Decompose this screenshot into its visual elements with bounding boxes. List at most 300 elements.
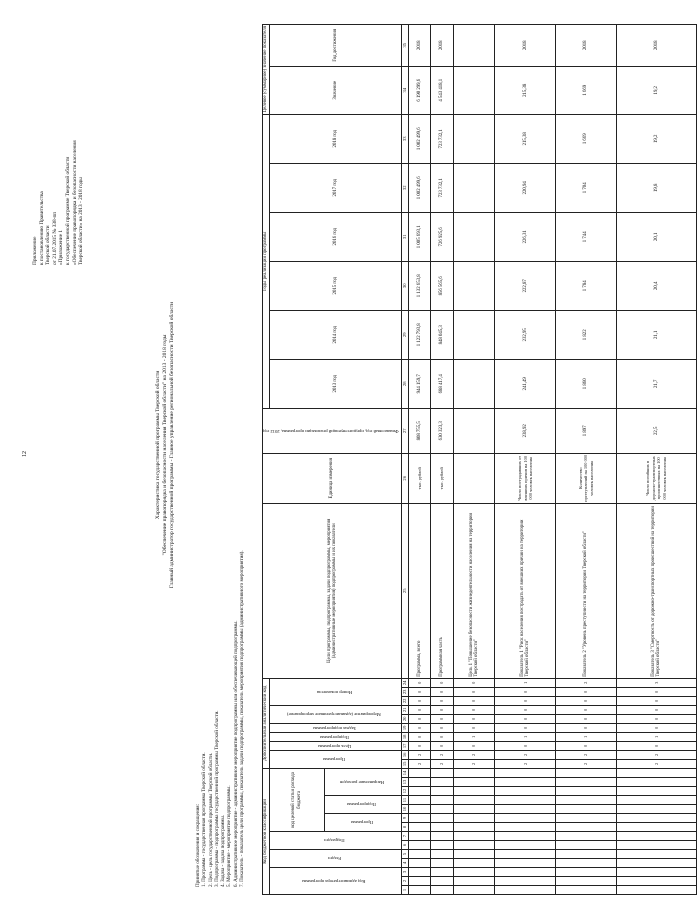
column-number: 7: [402, 832, 409, 841]
row-base-value: [453, 408, 495, 453]
code-cell: [616, 805, 696, 814]
row-year-value: 232,95: [495, 310, 556, 359]
row-base-value: 630 323,3: [431, 408, 454, 453]
column-number: 33: [402, 114, 409, 163]
code-cell: [431, 823, 454, 832]
header-years: Годы реализации программы: [263, 114, 270, 408]
code-cell: 0: [408, 678, 431, 687]
code-cell: 0: [495, 723, 556, 732]
code-cell: [408, 768, 431, 777]
code-cell: 2: [556, 678, 617, 687]
code-cell: 0: [431, 678, 454, 687]
code-cell: [495, 841, 556, 850]
code-cell: [453, 859, 495, 868]
header-ks-program: Программа: [324, 814, 401, 832]
header-year-2014: 2014 год: [269, 310, 402, 359]
table-row: [616, 24, 696, 894]
header-year-2017: 2017 год: [269, 163, 402, 212]
row-base-value: 808 755,5: [408, 408, 431, 453]
code-cell: [495, 868, 556, 877]
code-cell: [431, 768, 454, 777]
code-cell: [495, 778, 556, 787]
row-year-value: 21,7: [616, 359, 696, 408]
code-cell: 0: [556, 687, 617, 696]
row-final-value: 19,2: [616, 66, 696, 114]
header-year-2018: 2018 год: [269, 114, 402, 163]
header-measure: Мероприятие (административное мероприятие): [269, 705, 402, 723]
row-name: Показатель 2 "Уровень преступности на территории Тверской области": [556, 503, 617, 678]
code-cell: 0: [431, 741, 454, 750]
header-program: Программа: [269, 750, 402, 768]
code-cell: [556, 796, 617, 805]
column-number: 6: [402, 841, 409, 850]
row-year-value: [453, 310, 495, 359]
header-unit: Единица измерения: [263, 453, 402, 503]
column-number: 34: [402, 66, 409, 114]
header-task: Задача подпрограммы: [269, 723, 402, 732]
column-number: 18: [402, 732, 409, 741]
column-number: 17: [402, 741, 409, 750]
code-cell: 0: [431, 687, 454, 696]
code-cell: 0: [408, 696, 431, 705]
appendix-line: от 21.07.2015 № 338-пп: [51, 211, 58, 265]
row-year-value: 726 925,6: [431, 212, 454, 261]
header-dop-code: Дополнительный аналитический код: [263, 678, 270, 768]
code-cell: [495, 832, 556, 841]
row-year-value: 1 704: [556, 163, 617, 212]
code-cell: [556, 805, 617, 814]
column-number: 5: [402, 850, 409, 859]
header-value: Значение: [269, 66, 402, 114]
column-number: 35: [402, 24, 409, 66]
code-cell: [408, 886, 431, 895]
row-year-value: 1 122 793,8: [408, 310, 431, 359]
code-cell: 3: [616, 678, 696, 687]
column-number: 16: [402, 750, 409, 759]
code-cell: [616, 796, 696, 805]
header-admin: Код администратора программы: [269, 868, 402, 895]
code-cell: [556, 832, 617, 841]
code-cell: [408, 814, 431, 823]
code-cell: [616, 787, 696, 796]
code-cell: [556, 823, 617, 832]
row-unit: Число пострадавших от внешних причин на 100 000 человек населения: [495, 453, 556, 503]
column-number: 8: [402, 823, 409, 832]
header-goal: Цель программы: [269, 741, 402, 750]
code-cell: [453, 768, 495, 777]
code-cell: 1: [453, 732, 495, 741]
row-year-value: 19,2: [616, 114, 696, 163]
row-year-value: 1 005 693,1: [408, 212, 431, 261]
heading-line-1: Характеристика государственной программы Тверской области: [155, 370, 161, 520]
row-unit: Количество преступлений на 100 000 человек населения: [556, 453, 617, 503]
code-cell: 2: [556, 759, 617, 768]
code-cell: [408, 823, 431, 832]
header-year-2013: 2013 год: [269, 359, 402, 408]
code-cell: [495, 886, 556, 895]
code-cell: [453, 814, 495, 823]
row-year-value: 19,8: [616, 163, 696, 212]
code-cell: 0: [556, 705, 617, 714]
code-cell: 0: [556, 741, 617, 750]
row-year-value: 1 744: [556, 212, 617, 261]
header-year-2016: 2016 год: [269, 212, 402, 261]
code-cell: [495, 796, 556, 805]
code-cell: [616, 850, 696, 859]
code-cell: 0: [408, 714, 431, 723]
code-cell: [616, 877, 696, 886]
code-cell: 0: [616, 714, 696, 723]
code-cell: 0: [495, 696, 556, 705]
row-final-year: [453, 24, 495, 66]
code-cell: 0: [408, 732, 431, 741]
row-year-value: 1 822: [556, 310, 617, 359]
code-cell: [495, 805, 556, 814]
code-cell: [495, 859, 556, 868]
row-name: Программа, всего: [408, 503, 431, 678]
row-year-value: 220,94: [495, 163, 556, 212]
row-year-value: 226,31: [495, 212, 556, 261]
row-year-value: 20,4: [616, 261, 696, 310]
code-cell: 0: [616, 741, 696, 750]
code-cell: [495, 823, 556, 832]
legend-item: 6. Административное мероприятие - административное мероприятие подпрограммы или обеспечивающей подпрограммы.: [232, 620, 239, 887]
code-cell: 2: [408, 750, 431, 759]
code-cell: [431, 850, 454, 859]
code-cell: [616, 823, 696, 832]
code-cell: 0: [453, 678, 495, 687]
code-cell: [495, 768, 556, 777]
row-year-value: [453, 359, 495, 408]
header-target-code: код целевой статьи расхода бюджета: [269, 768, 324, 831]
code-cell: 0: [453, 714, 495, 723]
row-final-year: 2018: [556, 24, 617, 66]
row-unit: [453, 453, 495, 503]
legend-item: 2. Цель - цель государственной программы Тверской области.: [207, 752, 214, 887]
code-cell: [408, 850, 431, 859]
row-year-value: 723 732,1: [431, 163, 454, 212]
code-cell: [431, 868, 454, 877]
table-row: [453, 24, 495, 894]
column-number: 4: [402, 859, 409, 868]
code-cell: [495, 877, 556, 886]
legend-block: [195, 267, 245, 887]
column-number: 19: [402, 723, 409, 732]
code-cell: 0: [431, 696, 454, 705]
code-cell: 1: [495, 678, 556, 687]
code-cell: [556, 768, 617, 777]
row-year-value: 1 002 499,6: [408, 114, 431, 163]
code-cell: 0: [453, 696, 495, 705]
code-cell: 2: [616, 759, 696, 768]
header-ks-direction: Направление расходов: [324, 768, 401, 795]
code-cell: [408, 796, 431, 805]
legend-item: 4. Задача - задача подпрограммы.: [220, 814, 227, 887]
column-number: 15: [402, 759, 409, 768]
code-cell: [556, 877, 617, 886]
code-cell: 2: [453, 750, 495, 759]
code-cell: 2: [556, 750, 617, 759]
column-number: 30: [402, 261, 409, 310]
row-base-value: 22,5: [616, 408, 696, 453]
header-year-reached: Год достижения: [269, 24, 402, 66]
column-number: 2: [402, 877, 409, 886]
code-cell: 0: [495, 687, 556, 696]
column-number: 22: [402, 696, 409, 705]
code-cell: [431, 805, 454, 814]
code-cell: [453, 787, 495, 796]
row-base-value: 238,92: [495, 408, 556, 453]
code-cell: 2: [408, 759, 431, 768]
code-cell: [408, 859, 431, 868]
column-number: 1: [402, 886, 409, 895]
column-number: 21: [402, 705, 409, 714]
code-cell: 0: [408, 687, 431, 696]
header-ks-subprogram: Подпрограмма: [324, 796, 401, 814]
row-year-value: [453, 212, 495, 261]
code-cell: [556, 868, 617, 877]
column-number: 27: [402, 408, 409, 453]
code-cell: 2: [495, 750, 556, 759]
page-number: 12: [22, 451, 28, 457]
heading-line-2: "Обеспечение правопорядка и безопасности населения Тверской области" на 2013 - 2018 годы: [161, 334, 168, 556]
row-unit: тыс. рублей: [431, 453, 454, 503]
code-cell: [408, 868, 431, 877]
code-cell: 2: [453, 759, 495, 768]
row-year-value: 21,1: [616, 310, 696, 359]
header-base-year: Финансовый год, предшествующий реализации программы, 2012 год: [263, 408, 402, 453]
code-cell: [431, 796, 454, 805]
code-cell: [556, 787, 617, 796]
code-cell: [431, 886, 454, 895]
column-number: 23: [402, 687, 409, 696]
code-cell: [495, 850, 556, 859]
column-number: 20: [402, 714, 409, 723]
code-cell: 0: [453, 741, 495, 750]
row-year-value: 222,87: [495, 261, 556, 310]
code-cell: 0: [616, 687, 696, 696]
code-cell: [556, 778, 617, 787]
row-year-value: 241,49: [495, 359, 556, 408]
legend-item: 1. Программа - государственная программа Тверской области.: [201, 752, 208, 887]
appendix-line: «Обеспечение правопорядка и безопасности населения: [71, 140, 78, 265]
code-cell: [453, 877, 495, 886]
code-cell: [431, 859, 454, 868]
code-cell: [556, 850, 617, 859]
row-final-value: 4 543 418,1: [431, 66, 454, 114]
code-cell: [616, 886, 696, 895]
row-final-year: 2018: [431, 24, 454, 66]
code-cell: [453, 868, 495, 877]
legend-item: 7. Показатель - показатель цели программы, показатель задачи подпрограммы, показатель мероприятия подпрограммы (административного мероприятия).: [239, 550, 246, 887]
column-number: 32: [402, 163, 409, 212]
code-cell: [616, 832, 696, 841]
appendix-line: Приложение: [32, 236, 38, 265]
code-cell: 1: [616, 732, 696, 741]
code-cell: [616, 841, 696, 850]
row-year-value: 688 417,4: [431, 359, 454, 408]
row-year-value: [453, 163, 495, 212]
row-year-value: [453, 114, 495, 163]
row-unit: Число погибших в дорожно-транспортных происшествиях на 100 000 человек населения: [616, 453, 696, 503]
header-name: Цели программы, подпрограммы, задачи подпрограммы, мероприятия (административные мероприятия) подпрограммы и их показатели: [263, 503, 402, 678]
code-cell: [453, 823, 495, 832]
column-number-row: [402, 24, 409, 894]
table-row: [408, 24, 431, 894]
code-cell: 0: [453, 705, 495, 714]
code-cell: [616, 778, 696, 787]
column-number: 3: [402, 868, 409, 877]
code-cell: 0: [556, 714, 617, 723]
code-cell: 1: [556, 732, 617, 741]
row-year-value: 1 132 653,8: [408, 261, 431, 310]
code-cell: [431, 877, 454, 886]
code-cell: 2: [431, 759, 454, 768]
column-number: 13: [402, 778, 409, 787]
code-cell: 2: [616, 750, 696, 759]
document-heading: [155, 185, 175, 705]
code-cell: 0: [453, 723, 495, 732]
table-body: [408, 24, 696, 894]
table-row: [556, 24, 617, 894]
code-cell: [408, 805, 431, 814]
code-cell: 0: [453, 687, 495, 696]
row-final-value: 6 190 299,6: [408, 66, 431, 114]
code-cell: [453, 832, 495, 841]
code-cell: 0: [431, 723, 454, 732]
row-name: Показатель 1 "Риск населения пострадать от внешних причин на территории Тверской области": [495, 503, 556, 678]
column-number: 31: [402, 212, 409, 261]
row-year-value: 856 565,6: [431, 261, 454, 310]
row-name: Программная часть: [431, 503, 454, 678]
row-final-year: 2018: [495, 24, 556, 66]
code-cell: 2: [495, 759, 556, 768]
code-cell: 1: [495, 732, 556, 741]
code-cell: 0: [616, 705, 696, 714]
column-number: 25: [402, 503, 409, 678]
header-year-2015: 2015 год: [269, 261, 402, 310]
code-cell: 0: [431, 705, 454, 714]
header-indicator-number: Номер показателя: [269, 678, 402, 705]
column-number: 24: [402, 678, 409, 687]
row-base-value: 1 897: [556, 408, 617, 453]
appendix-line: «Приложение 1: [58, 229, 65, 265]
legend-title: Принятые обозначения и сокращения:: [195, 803, 201, 887]
header-razdel: Раздел: [269, 850, 402, 868]
code-cell: [616, 868, 696, 877]
table-row: [495, 24, 556, 894]
code-cell: [431, 832, 454, 841]
header-podrazdel: Подраздел: [269, 832, 402, 850]
program-table: [262, 24, 697, 895]
code-cell: [431, 778, 454, 787]
header-kbk: Код бюджетной классификации: [263, 768, 270, 894]
header-subprogram-2: Подпрограмма: [269, 732, 402, 741]
column-number: 12: [402, 787, 409, 796]
code-cell: [431, 787, 454, 796]
row-year-value: 848 045,3: [431, 310, 454, 359]
row-year-value: 944 159,7: [408, 359, 431, 408]
row-year-value: 1 784: [556, 261, 617, 310]
code-cell: [616, 768, 696, 777]
row-final-year: 2018: [408, 24, 431, 66]
code-cell: [408, 877, 431, 886]
appendix-line: Тверской области: [45, 225, 52, 265]
column-number: 26: [402, 453, 409, 503]
code-cell: 0: [408, 705, 431, 714]
code-cell: [616, 859, 696, 868]
code-cell: [453, 796, 495, 805]
code-cell: 0: [616, 696, 696, 705]
column-number: 14: [402, 768, 409, 777]
row-unit: тыс. рублей: [408, 453, 431, 503]
code-cell: [408, 787, 431, 796]
row-final-year: 2018: [616, 24, 696, 66]
header-final: Целевое (суммарное) значение показателя: [263, 26, 268, 113]
code-cell: [408, 832, 431, 841]
code-cell: 0: [495, 705, 556, 714]
row-year-value: 1 002 499,6: [408, 163, 431, 212]
appendix-line: к постановлению Правительства: [38, 191, 45, 265]
row-year-value: 1 669: [556, 114, 617, 163]
row-name: Показатель 3 "Смертность от дорожно-транспортных происшествий на территории Тверской области": [616, 503, 696, 678]
code-cell: [408, 778, 431, 787]
code-cell: 0: [408, 723, 431, 732]
appendix-block: [32, 25, 85, 265]
row-final-value: [453, 66, 495, 114]
row-name: Цель 1 "Повышение безопасности жизнедеятельности населения на территории Тверской области": [453, 503, 495, 678]
code-cell: 0: [556, 723, 617, 732]
code-cell: 0: [616, 723, 696, 732]
heading-line-3: Главный администратор государственной программы - Главное управление региональной безопасности Тверской области: [168, 301, 175, 589]
code-cell: [616, 814, 696, 823]
code-cell: 2: [431, 750, 454, 759]
code-cell: [556, 886, 617, 895]
code-cell: [495, 787, 556, 796]
legend-item: 5. Мероприятие - мероприятие подпрограммы.: [226, 785, 233, 887]
code-cell: [453, 886, 495, 895]
row-year-value: 20,1: [616, 212, 696, 261]
row-year-value: 1 860: [556, 359, 617, 408]
column-number: 9: [402, 814, 409, 823]
code-cell: [453, 841, 495, 850]
code-cell: 0: [556, 696, 617, 705]
code-cell: 0: [431, 732, 454, 741]
code-cell: [495, 814, 556, 823]
row-year-value: [453, 261, 495, 310]
row-final-value: 215,38: [495, 66, 556, 114]
code-cell: [453, 850, 495, 859]
table-row: [431, 24, 454, 894]
appendix-line: Тверской области» на 2013 - 2018 годы: [78, 177, 85, 265]
column-number: 28: [402, 359, 409, 408]
legend-item: 3. Подпрограмма - подпрограмма государственной программы Тверской области.: [213, 710, 220, 887]
code-cell: 0: [495, 714, 556, 723]
code-cell: 0: [431, 714, 454, 723]
code-cell: [453, 805, 495, 814]
code-cell: [556, 859, 617, 868]
column-number: 10: [402, 805, 409, 814]
code-cell: 0: [495, 741, 556, 750]
code-cell: [453, 778, 495, 787]
code-cell: [556, 814, 617, 823]
appendix-line: к государственной программе Тверской области: [64, 156, 71, 265]
row-year-value: 215,38: [495, 114, 556, 163]
code-cell: 0: [408, 741, 431, 750]
code-cell: [556, 841, 617, 850]
column-number: 11: [402, 796, 409, 805]
code-cell: [408, 841, 431, 850]
